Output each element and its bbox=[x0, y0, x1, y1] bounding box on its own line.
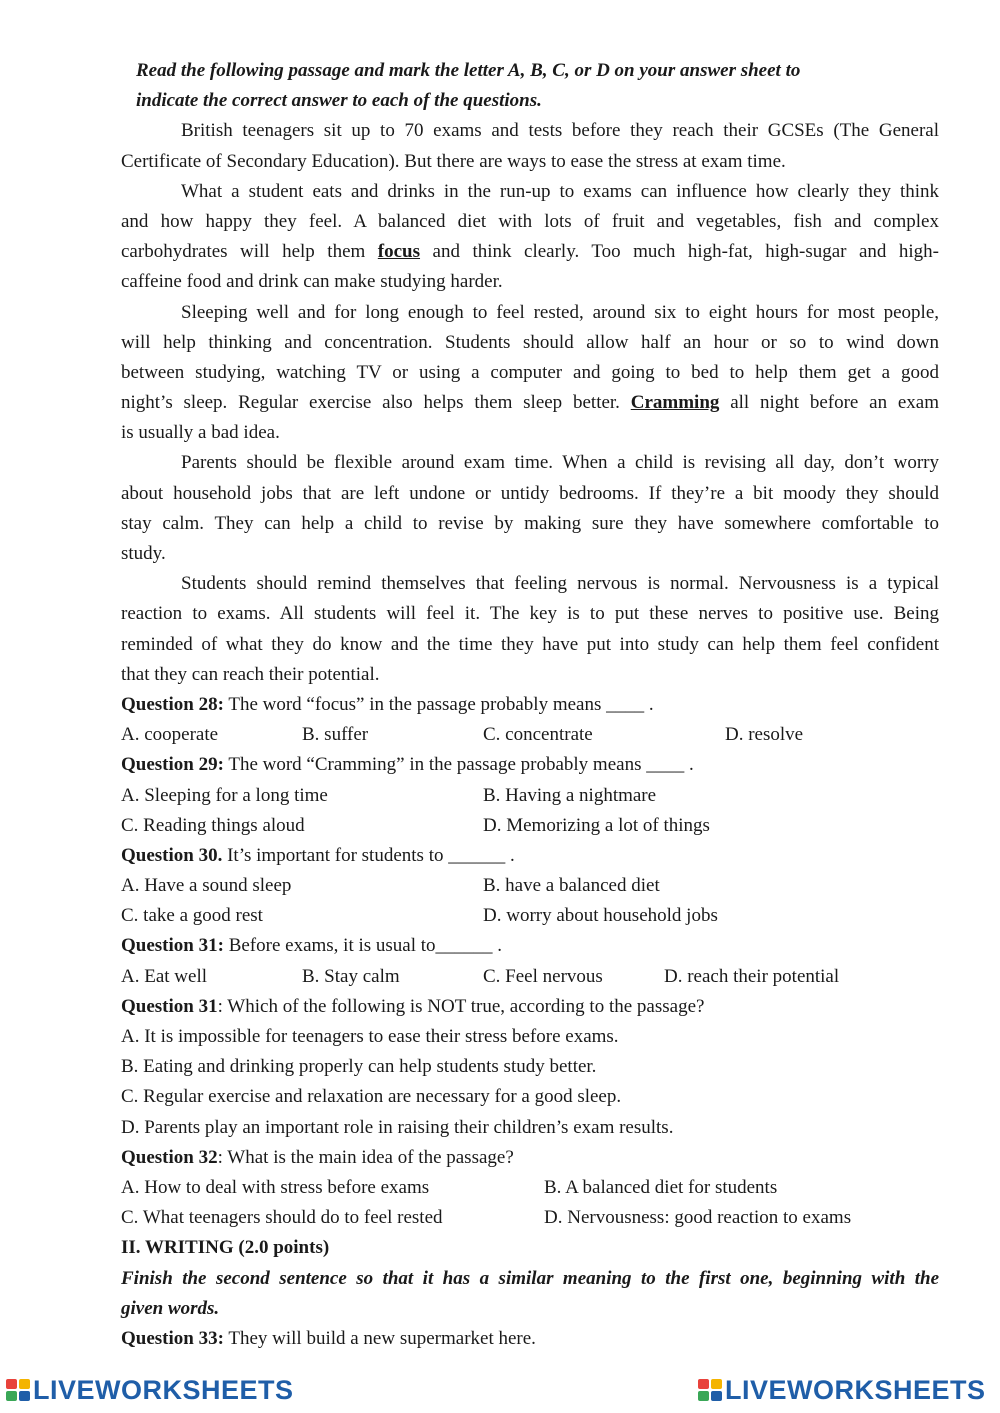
option-d[interactable]: D. resolve bbox=[725, 724, 804, 746]
writing-instructions-line-1: Finish the second sentence so that it has a similar meaning to the first one, beginning with the bbox=[121, 1267, 939, 1289]
text-fragment: night’s sleep. Regular exercise also helps them sleep better. bbox=[121, 392, 620, 414]
question-31b bbox=[121, 992, 939, 1022]
passage-p3-line-cramming bbox=[121, 388, 939, 418]
footer-logo-left[interactable] bbox=[6, 1376, 294, 1404]
options-row bbox=[121, 1173, 939, 1203]
option-a[interactable]: A. How to deal with stress before exams bbox=[121, 1176, 430, 1198]
passage-p2-line: caffeine food and drink can make studying harder. bbox=[121, 271, 503, 293]
passage-p4-line: study. bbox=[121, 543, 166, 564]
question-label: Question 30. bbox=[121, 844, 223, 866]
option-a[interactable]: A. Eat well bbox=[121, 965, 208, 987]
option-d[interactable]: D. Memorizing a lot of things bbox=[483, 814, 710, 836]
reading-instructions-line-1: Read the following passage and mark the letter A, B, C, or D on your answer sheet to bbox=[136, 60, 801, 81]
option-b[interactable]: B. A balanced diet for students bbox=[544, 1176, 778, 1198]
question-label: Question 29: bbox=[121, 754, 224, 776]
question-28 bbox=[121, 690, 939, 720]
question-text: : What is the main idea of the passage? bbox=[217, 1146, 514, 1168]
passage-p2-line: What a student eats and drinks in the run-up to exams can influence how clearly they think bbox=[181, 180, 939, 202]
question-label: Question 32 bbox=[121, 1146, 218, 1168]
options-row bbox=[121, 781, 939, 811]
question-29 bbox=[121, 750, 939, 780]
passage-p4-line: Parents should be flexible around exam time. When a child is revising all day, don’t worry bbox=[181, 452, 939, 474]
options-row bbox=[121, 1203, 939, 1233]
text-fragment: carbohydrates will help them bbox=[121, 241, 366, 263]
liveworksheets-logo-icon bbox=[6, 1379, 30, 1401]
question-label: Question 31: bbox=[121, 935, 224, 957]
option-d[interactable]: D. Parents play an important role in raising their children’s exam results. bbox=[121, 1116, 674, 1138]
question-30 bbox=[121, 841, 939, 871]
option-c[interactable]: C. What teenagers should do to feel rested bbox=[121, 1207, 443, 1229]
passage-p3-line: between studying, watching TV or using a computer and going to bed to help them get a good bbox=[121, 361, 939, 383]
liveworksheets-logo-icon bbox=[698, 1379, 722, 1401]
question-label: Question 31 bbox=[121, 995, 218, 1017]
question-label: Question 33: bbox=[121, 1327, 224, 1349]
passage-p2-line-focus bbox=[121, 237, 939, 267]
option-c[interactable]: C. concentrate bbox=[483, 724, 593, 746]
worksheet-page bbox=[121, 56, 939, 1354]
options-row bbox=[121, 962, 939, 992]
passage-p5-line: Students should remind themselves that feeling nervous is normal. Nervousness is a typical bbox=[181, 573, 939, 595]
passage-p2-line: and how happy they feel. A balanced diet with lots of fruit and vegetables, fish and complex bbox=[121, 210, 939, 232]
option-c[interactable]: C. Feel nervous bbox=[483, 965, 603, 987]
passage-p4-line: about household jobs that are left undone or untidy bedrooms. If they’re a bit moody they should bbox=[121, 482, 939, 504]
option-a[interactable]: A. It is impossible for teenagers to ease their stress before exams. bbox=[121, 1026, 619, 1047]
options-row bbox=[121, 871, 939, 901]
option-a[interactable]: A. Have a sound sleep bbox=[121, 875, 292, 897]
option-a[interactable]: A. cooperate bbox=[121, 724, 219, 746]
option-b[interactable]: B. suffer bbox=[302, 724, 369, 746]
option-c[interactable]: C. Reading things aloud bbox=[121, 814, 305, 836]
option-d[interactable]: D. reach their potential bbox=[664, 965, 840, 987]
reading-instructions-line-2: indicate the correct answer to each of the questions. bbox=[136, 90, 542, 112]
options-row bbox=[121, 811, 939, 841]
question-label: Question 28: bbox=[121, 693, 224, 715]
question-text: The word “focus” in the passage probably means ____ . bbox=[223, 693, 654, 715]
option-a[interactable]: A. Sleeping for a long time bbox=[121, 784, 328, 806]
option-b[interactable]: B. have a balanced diet bbox=[483, 875, 660, 897]
question-text: : Which of the following is NOT true, according to the passage? bbox=[217, 995, 705, 1017]
option-d[interactable]: D. worry about household jobs bbox=[483, 905, 718, 927]
option-d[interactable]: D. Nervousness: good reaction to exams bbox=[544, 1207, 852, 1229]
passage-p5-line: reaction to exams. All students will feel it. The key is to put these nerves to positive use. Being bbox=[121, 603, 939, 625]
passage-p3-line: will help thinking and concentration. Students should allow half an hour or so to wind down bbox=[121, 331, 939, 353]
passage-p3-line: is usually a bad idea. bbox=[121, 422, 280, 444]
option-b[interactable]: B. Eating and drinking properly can help students study better. bbox=[121, 1056, 597, 1078]
text-fragment: all night before an exam bbox=[730, 392, 939, 414]
passage-p1-line: Certificate of Secondary Education). But there are ways to ease the stress at exam time. bbox=[121, 150, 786, 172]
passage-p3-line: Sleeping well and for long enough to feel rested, around six to eight hours for most people, bbox=[181, 301, 939, 323]
footer-logo-right[interactable] bbox=[698, 1376, 986, 1404]
passage-p4-line: stay calm. They can help a child to revise by making sure they have somewhere comfortable to bbox=[121, 512, 939, 534]
text-fragment: and think clearly. Too much high-fat, high-sugar and high- bbox=[432, 241, 939, 263]
option-c[interactable]: C. Regular exercise and relaxation are necessary for a good sleep. bbox=[121, 1086, 622, 1108]
passage-p1-line: British teenagers sit up to 70 exams and tests before they reach their GCSEs (The General bbox=[181, 120, 939, 142]
options-row bbox=[121, 901, 939, 931]
passage-p5-line: reminded of what they do know and the time they have put into study can help them feel confident bbox=[121, 633, 939, 655]
writing-instructions-line-2: given words. bbox=[121, 1297, 220, 1319]
highlighted-word-cramming: Cramming bbox=[630, 392, 720, 414]
option-c[interactable]: C. take a good rest bbox=[121, 905, 263, 927]
option-b[interactable]: B. Having a nightmare bbox=[483, 784, 657, 806]
question-text: They will build a new supermarket here. bbox=[223, 1327, 536, 1349]
brand-name: LIVEWORKSHEETS bbox=[33, 1374, 294, 1405]
highlighted-word-focus: focus bbox=[377, 241, 421, 263]
question-text: Before exams, it is usual to______ . bbox=[223, 935, 503, 957]
writing-section-heading: II. WRITING (2.0 points) bbox=[121, 1237, 330, 1259]
passage-p5-line: that they can reach their potential. bbox=[121, 663, 380, 685]
question-33 bbox=[121, 1324, 939, 1354]
question-text: The word “Cramming” in the passage probably means ____ . bbox=[223, 754, 694, 776]
options-row bbox=[121, 720, 939, 750]
brand-name: LIVEWORKSHEETS bbox=[725, 1374, 986, 1405]
question-31a bbox=[121, 931, 939, 961]
question-32 bbox=[121, 1143, 939, 1173]
question-text: It’s important for students to ______ . bbox=[222, 844, 515, 866]
option-b[interactable]: B. Stay calm bbox=[302, 965, 400, 987]
